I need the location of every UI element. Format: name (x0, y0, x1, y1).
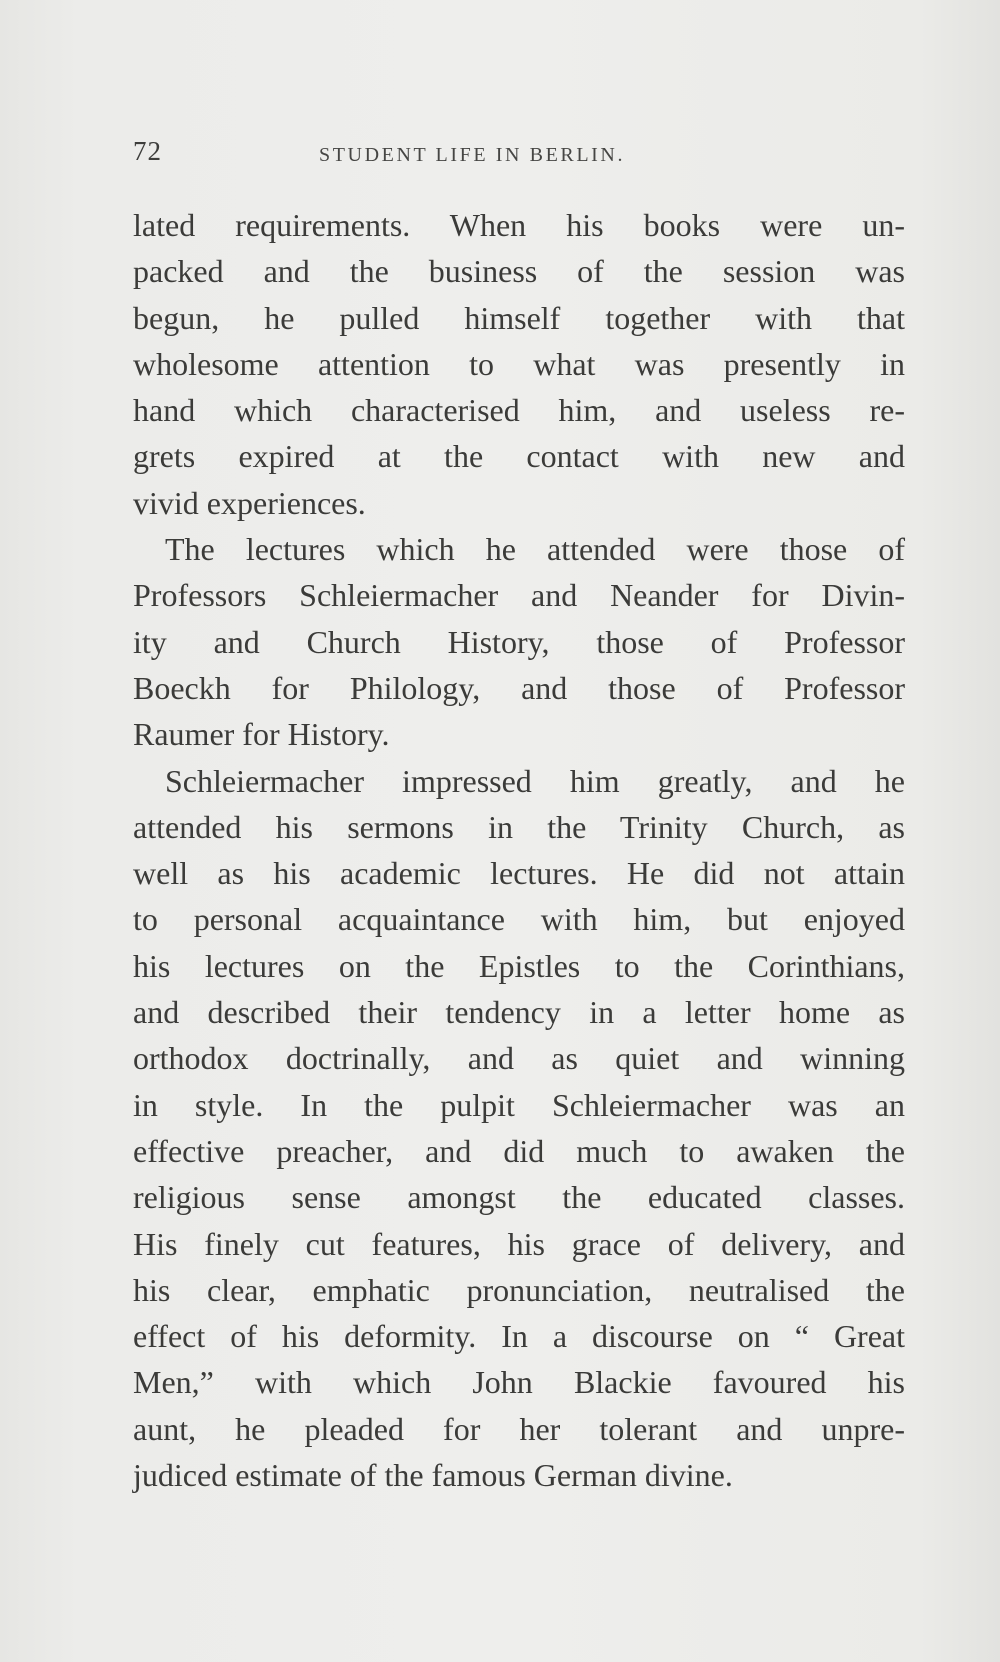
text-line: and described their tendency in a letter home as (133, 994, 905, 1031)
text-line: orthodox doctrinally, and as quiet and winning (133, 1040, 905, 1077)
text-line: Professors Schleiermacher and Neander for Divin- (133, 577, 905, 614)
text-line: effective preacher, and did much to awaken the (133, 1132, 905, 1169)
text-line: vivid experiences. (133, 484, 366, 521)
text-line: wholesome attention to what was presently in (133, 345, 905, 382)
text-line: religious sense amongst the educated classes. (133, 1179, 905, 1216)
text-line: his lectures on the Epistles to the Corinthians, (133, 947, 905, 984)
text-line: well as his academic lectures. He did not attain (133, 855, 905, 892)
text-line: His finely cut features, his grace of delivery, and (133, 1225, 905, 1262)
text-line: judiced estimate of the famous German divine. (133, 1457, 733, 1494)
text-line: in style. In the pulpit Schleiermacher was an (133, 1086, 905, 1123)
text-line: Schleiermacher impressed him greatly, and he (165, 762, 905, 799)
text-line: Men,” with which John Blackie favoured his (133, 1364, 905, 1401)
text-line: ity and Church History, those of Professor (133, 623, 905, 660)
text-line: aunt, he pleaded for her tolerant and unpre- (133, 1410, 905, 1447)
text-line: The lectures which he attended were those of (165, 531, 905, 568)
running-title: STUDENT LIFE IN BERLIN. (319, 144, 626, 166)
text-line: to personal acquaintance with him, but enjoyed (133, 901, 905, 938)
text-line: his clear, emphatic pronunciation, neutralised the (133, 1271, 905, 1308)
page-number: 72 (133, 136, 162, 166)
text-line: Raumer for History. (133, 716, 390, 753)
running-head (133, 136, 903, 176)
text-line: effect of his deformity. In a discourse on “ Great (133, 1318, 905, 1355)
text-line: begun, he pulled himself together with that (133, 299, 905, 336)
text-line: attended his sermons in the Trinity Church, as (133, 808, 905, 845)
text-line: packed and the business of the session was (133, 253, 905, 290)
text-line: Boeckh for Philology, and those of Professor (133, 669, 905, 706)
text-line: grets expired at the contact with new and (133, 438, 905, 475)
body-text (133, 202, 905, 1498)
text-line: lated requirements. When his books were un- (133, 207, 905, 243)
text-line: hand which characterised him, and useless re- (133, 392, 905, 429)
